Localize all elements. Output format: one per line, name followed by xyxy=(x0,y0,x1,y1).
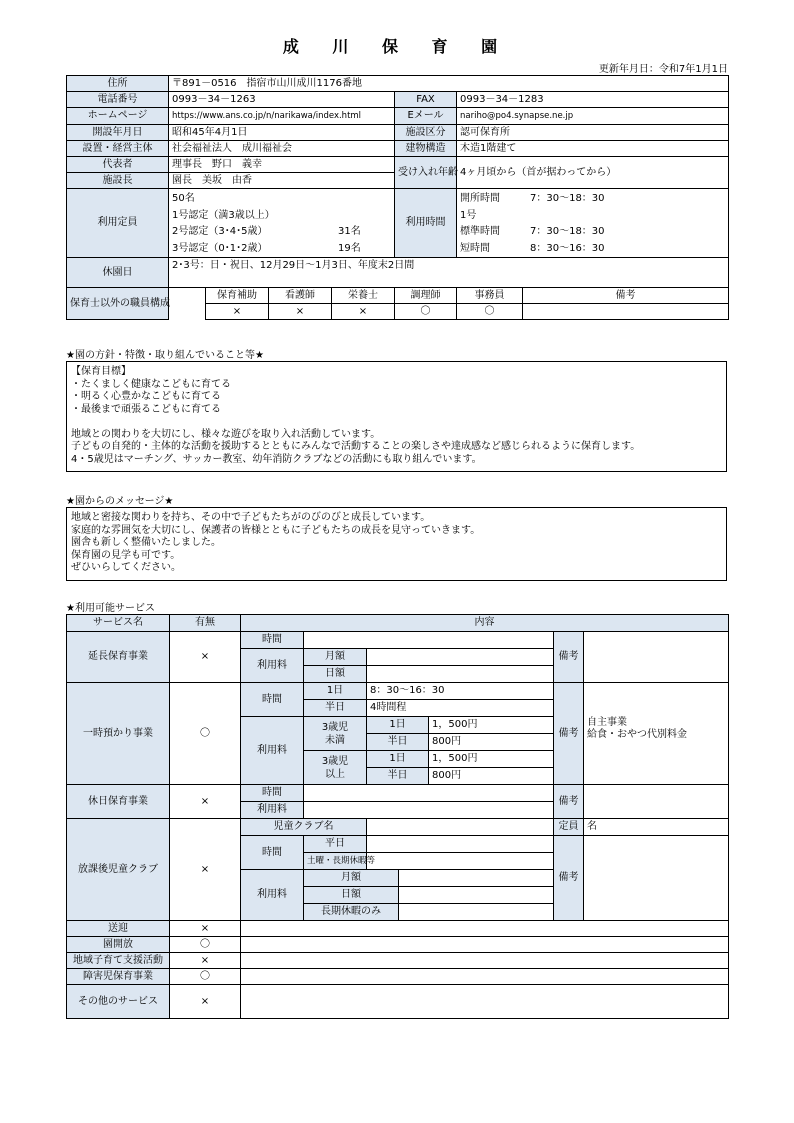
service-other-avail: × xyxy=(170,985,241,1019)
homepage-link[interactable]: https://www.ans.co.jp/n/narikawa/index.html xyxy=(169,108,395,125)
col-service-name: サービス名 xyxy=(67,615,170,632)
hours-short: 8：30～16：30 xyxy=(530,242,605,254)
daily-label: 日額 xyxy=(304,666,367,683)
club-capacity: 名 xyxy=(584,819,729,836)
staff-label: 保育士以外の職員構成 xyxy=(67,288,169,320)
holiday-remarks xyxy=(584,785,729,819)
director-label: 施設長 xyxy=(67,173,169,189)
over3-day-label: 1日 xyxy=(367,751,429,768)
service-holiday-avail: × xyxy=(170,785,241,819)
phone-label: 電話番号 xyxy=(67,92,169,108)
closed-days: 2･3号：日・祝日、12月29日～1月3日、年度末2日間 xyxy=(169,258,729,288)
hours-details xyxy=(457,189,729,258)
time-label: 時間 xyxy=(241,683,304,717)
policy-line: 子どもの自発的・主体的な活動を援助するとともにみんなで活動することの楽しさや達成感など感じられるように保育します。 xyxy=(71,441,641,452)
message-heading: ★園からのメッセージ★ xyxy=(66,496,174,507)
full-day-time: 8：30～16：30 xyxy=(367,683,554,700)
service-community-avail: × xyxy=(170,953,241,969)
policy-heading: ★園の方針・特徴・取り組んでいること等★ xyxy=(66,350,264,361)
service-other: その他のサービス xyxy=(67,985,170,1019)
age: 4ヶ月頃から（首が据わってから） xyxy=(457,157,729,189)
message-line: ぜひいらしてください。 xyxy=(71,562,181,573)
service-disability: 障害児保育事業 xyxy=(67,969,170,985)
policy-line: 【保育目標】 xyxy=(71,366,131,377)
fee-label: 利用料 xyxy=(241,870,304,921)
age-label: 受け入れ年齢 xyxy=(395,157,457,189)
service-transport: 送迎 xyxy=(67,921,170,937)
club-long-holiday xyxy=(399,904,554,921)
hours-label: 利用時間 xyxy=(395,189,457,258)
policy-line: ・明るく心豊かなこどもに育てる xyxy=(71,391,221,402)
remarks-label: 備考 xyxy=(554,836,584,921)
club-name xyxy=(367,819,554,836)
staff-value: 〇 xyxy=(457,304,523,320)
policy-line: 4・5歳児はマーチング、サッカー教室、幼年消防クラブなどの活動にも取り組んでいます。 xyxy=(71,453,482,465)
disability-content xyxy=(241,969,729,985)
email-link[interactable]: nariho@po4.synapse.ne.jp xyxy=(457,108,729,125)
remarks-label: 備考 xyxy=(554,632,584,683)
hours-std-row xyxy=(460,224,725,241)
monthly-label: 月額 xyxy=(304,870,399,887)
category: 認可保育所 xyxy=(457,125,729,141)
extended-remarks xyxy=(584,632,729,683)
message-line: 家庭的な雰囲気を大切にし、保護者の皆様とともに子どもたちの成長を見守っていきます。 xyxy=(71,524,481,536)
service-open-garden: 園開放 xyxy=(67,937,170,953)
service-afterschool-avail: × xyxy=(170,819,241,921)
message-line: 保育園の見学も可です。 xyxy=(71,549,181,561)
capacity-type3-num: 19名 xyxy=(338,242,361,254)
staff-header: 調理師 xyxy=(395,288,457,304)
capacity-type3: 3号認定（0･1･2歳） xyxy=(172,242,268,254)
policy-box xyxy=(66,361,727,472)
facility-info-table xyxy=(66,75,729,320)
service-open-garden-avail: 〇 xyxy=(170,937,241,953)
policy-line: 地域との関わりを大切にし、様々な遊びを取り入れ活動しています。 xyxy=(71,428,381,440)
transport-content xyxy=(241,921,729,937)
staff-value: × xyxy=(269,304,332,320)
operator-label: 設置・経営主体 xyxy=(67,141,169,157)
under3-half-label: 半日 xyxy=(367,734,429,751)
hours-short-label: 短時間 xyxy=(460,242,490,254)
holiday-time xyxy=(304,785,554,802)
holiday-fee xyxy=(304,802,554,819)
services-table xyxy=(66,614,729,1019)
service-afterschool: 放課後児童クラブ xyxy=(67,819,170,921)
sat-holiday-label: 土曜・長期休暇等 xyxy=(304,853,367,870)
message-box xyxy=(66,507,727,581)
category-label: 施設区分 xyxy=(395,125,457,141)
half-day-label: 半日 xyxy=(304,700,367,717)
address: 〒891－0516 指宿市山川成川1176番地 xyxy=(169,76,729,92)
hours-open-label: 開所時間 xyxy=(460,193,500,204)
policy-line: ・最後まで頑張るこどもに育てる xyxy=(71,403,221,415)
over3-day-fee: 1，500円 xyxy=(429,751,554,768)
temporary-remark-1: 自主事業 xyxy=(587,717,627,728)
full-day-label: 1日 xyxy=(304,683,367,700)
remarks-label: 備考 xyxy=(554,683,584,785)
message-line: 地域と密接な関わりを持ち、その中で子どもたちがのびのびと成長しています。 xyxy=(71,512,431,523)
half-day-time: 4時間程 xyxy=(367,700,554,717)
hours-short-row xyxy=(460,241,725,258)
extended-time xyxy=(304,632,554,649)
club-monthly xyxy=(399,870,554,887)
staff-header: 事務員 xyxy=(457,288,523,304)
community-content xyxy=(241,953,729,969)
fax: 0993－34－1283 xyxy=(457,92,729,108)
temporary-remark-2: 給食・おやつ代別料金 xyxy=(587,729,687,740)
monthly-label: 月額 xyxy=(304,649,367,666)
closed-label: 休園日 xyxy=(67,258,169,288)
capacity-type3-row xyxy=(172,241,391,258)
capacity-total: 50名 xyxy=(172,193,195,204)
staff-value xyxy=(523,304,729,320)
over3-half-fee: 800円 xyxy=(429,768,554,785)
structure: 木造1階建て xyxy=(457,141,729,157)
club-weekday-time xyxy=(367,836,554,853)
staff-value: 〇 xyxy=(395,304,457,320)
staff-header: 備考 xyxy=(523,288,729,304)
staff-value: × xyxy=(332,304,395,320)
under3-half-fee: 800円 xyxy=(429,734,554,751)
other-content xyxy=(241,985,729,1019)
capacity-type1: 1号認定（満3歳以上） xyxy=(172,209,275,221)
director: 園長 美坂 由香 xyxy=(169,173,395,189)
col-content: 内容 xyxy=(241,615,729,632)
capacity-details xyxy=(169,189,395,258)
capacity-label: 利用定員 xyxy=(67,189,169,258)
hours-std-label: 標準時間 xyxy=(460,226,500,237)
long-holiday-label: 長期休暇のみ xyxy=(304,904,399,921)
time-label: 時間 xyxy=(241,785,304,802)
capacity-label: 定員 xyxy=(554,819,584,836)
service-temporary: 一時預かり事業 xyxy=(67,683,170,785)
address-label: 住所 xyxy=(67,76,169,92)
club-daily xyxy=(399,887,554,904)
under3-label: 3歳児 未満 xyxy=(304,717,367,751)
representative: 理事長 野口 義幸 xyxy=(169,157,395,173)
capacity-type2: 2号認定（3･4･5歳） xyxy=(172,226,268,237)
under3-day-fee: 1，500円 xyxy=(429,717,554,734)
over3-label: 3歳児 以上 xyxy=(304,751,367,785)
staff-header: 栄養士 xyxy=(332,288,395,304)
policy-line xyxy=(71,416,722,429)
hours-open-row xyxy=(460,191,725,208)
service-holiday: 休日保育事業 xyxy=(67,785,170,819)
time-label: 時間 xyxy=(241,836,304,870)
temporary-remarks xyxy=(584,683,729,785)
opened-label: 開設年月日 xyxy=(67,125,169,141)
service-disability-avail: 〇 xyxy=(170,969,241,985)
time-label: 時間 xyxy=(241,632,304,649)
club-remarks xyxy=(584,836,729,921)
message-line: 園舎も新しく整備いたしました。 xyxy=(71,537,221,548)
rep-label: 代表者 xyxy=(67,157,169,173)
phone: 0993－34－1263 xyxy=(169,92,395,108)
over3-half-label: 半日 xyxy=(367,768,429,785)
email-label: Eメール xyxy=(395,108,457,125)
club-name-label: 児童クラブ名 xyxy=(241,819,367,836)
capacity-type2-row xyxy=(172,224,391,241)
capacity-type2-num: 31名 xyxy=(338,226,361,237)
service-extended-avail: × xyxy=(170,632,241,683)
hours-open: 7：30～18：30 xyxy=(530,193,605,204)
fee-label: 利用料 xyxy=(241,802,304,819)
fee-label: 利用料 xyxy=(241,649,304,683)
extended-daily xyxy=(367,666,554,683)
service-extended: 延長保育事業 xyxy=(67,632,170,683)
staff-spacer xyxy=(169,288,206,320)
structure-label: 建物構造 xyxy=(395,141,457,157)
homepage-label: ホームページ xyxy=(67,108,169,125)
opened: 昭和45年4月1日 xyxy=(169,125,395,141)
fee-label: 利用料 xyxy=(241,717,304,785)
open-garden-content xyxy=(241,937,729,953)
hours-std: 7：30～18：30 xyxy=(530,226,605,237)
hours-type1: 1号 xyxy=(460,209,477,221)
service-community: 地域子育て支援活動 xyxy=(67,953,170,969)
col-availability: 有無 xyxy=(170,615,241,632)
staff-header: 看護師 xyxy=(269,288,332,304)
under3-day-label: 1日 xyxy=(367,717,429,734)
weekday-label: 平日 xyxy=(304,836,367,853)
fax-label: FAX xyxy=(395,92,457,108)
staff-header: 保育補助 xyxy=(206,288,269,304)
updated-date: 更新年月日：令和7年1月1日 xyxy=(598,64,728,75)
staff-value: × xyxy=(206,304,269,320)
club-sat-holiday-time xyxy=(367,853,554,870)
operator: 社会福祉法人 成川福祉会 xyxy=(169,141,395,157)
service-transport-avail: × xyxy=(170,921,241,937)
extended-monthly xyxy=(367,649,554,666)
service-temporary-avail: 〇 xyxy=(170,683,241,785)
services-heading: ★利用可能サービス xyxy=(66,603,155,614)
remarks-label: 備考 xyxy=(554,785,584,819)
page-title: 成 川 保 育 園 xyxy=(282,37,512,56)
daily-label: 日額 xyxy=(304,887,399,904)
policy-line: ・たくましく健康なこどもに育てる xyxy=(71,378,231,390)
